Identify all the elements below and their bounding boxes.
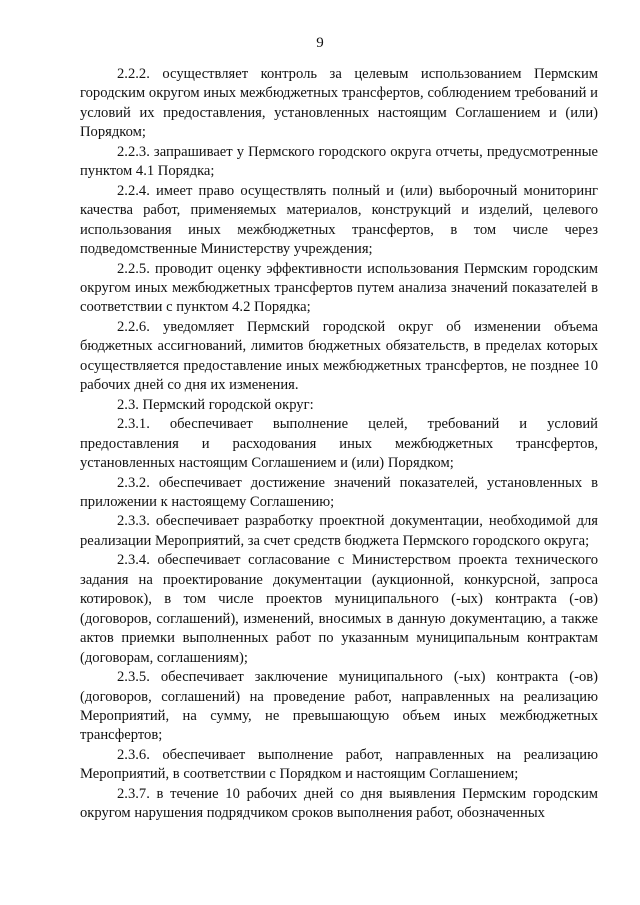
section-heading-2-3: 2.3. Пермский городской округ: <box>117 396 314 413</box>
paragraph-2-2-2: 2.2.2. осуществляет контроль за целевым использованием Пермским городским округом иных межбюджетных трансфертов, соблюдением требований и условий их предоставления, установленных настоящим Соглашением и (или) Порядком; <box>80 66 598 141</box>
paragraph-2-2-3: 2.2.3. запрашивает у Пермского городского округа отчеты, предусмотренные пунктом 4.1 Порядка; <box>80 143 598 180</box>
paragraph-2-3-3: 2.3.3. обеспечивает разработку проектной документации, необходимой для реализации Мероприятий, за счет средств бюджета Пермского городского округа; <box>80 513 598 549</box>
document-body <box>80 65 598 824</box>
paragraph-2-2-4: 2.2.4. имеет право осуществлять полный и (или) выборочный мониторинг качества работ, применяемых материалов, конструкций и изделий, целевого использования иных межбюджетных трансфертов, в том числе через подведомственные Министерству учреждения; <box>80 182 598 258</box>
paragraph-2-2-5: 2.2.5. проводит оценку эффективности использования Пермским городским округом иных межбюджетных трансфертов путем анализа значений показателей в соответствии с пунктом 4.2 Порядка; <box>80 260 598 316</box>
paragraph-2-3-2: 2.3.2. обеспечивает достижение значений показателей, установленных в приложении к настоящему Соглашению; <box>80 474 598 510</box>
paragraph-2-3-4: 2.3.4. обеспечивает согласование с Министерством проекта технического задания на проектирование документации (аукционной, конкурсной, запроса котировок), в том числе проектов муниципального (-ых) контракта (-ов) (договоров, соглашений), изменений, вносимых в данную документацию, а также актов приемки выполненных работ по указанным муниципальным контрактам (договорам, соглашениям); <box>80 552 598 666</box>
page-number: 9 <box>316 35 324 51</box>
paragraph-2-3-1: 2.3.1. обеспечивает выполнение целей, требований и условий предоставления и расходования иных межбюджетных трансфертов, установленных настоящим Соглашением и (или) Порядком; <box>80 416 598 472</box>
paragraph-2-3-7: 2.3.7. в течение 10 рабочих дней со дня выявления Пермским городским округом нарушения подрядчиком сроков выполнения работ, обозначенных <box>80 785 598 822</box>
paragraph-2-2-6: 2.2.6. уведомляет Пермский городской округ об изменении объема бюджетных ассигнований, лимитов бюджетных обязательств, в пределах которых осуществляется предоставление иных межбюджетных трансфертов, не позднее 10 рабочих дней со дня их изменения. <box>80 318 598 394</box>
paragraph-2-3-5: 2.3.5. обеспечивает заключение муниципального (-ых) контракта (-ов) (договоров, соглашений) на проведение работ, направленных на реализацию Мероприятий, на сумму, не превышающую объем иных межбюджетных трансфертов; <box>80 669 598 744</box>
paragraph-2-3-6: 2.3.6. обеспечивает выполнение работ, направленных на реализацию Мероприятий, в соответствии с Порядком и настоящим Соглашением; <box>80 746 598 783</box>
